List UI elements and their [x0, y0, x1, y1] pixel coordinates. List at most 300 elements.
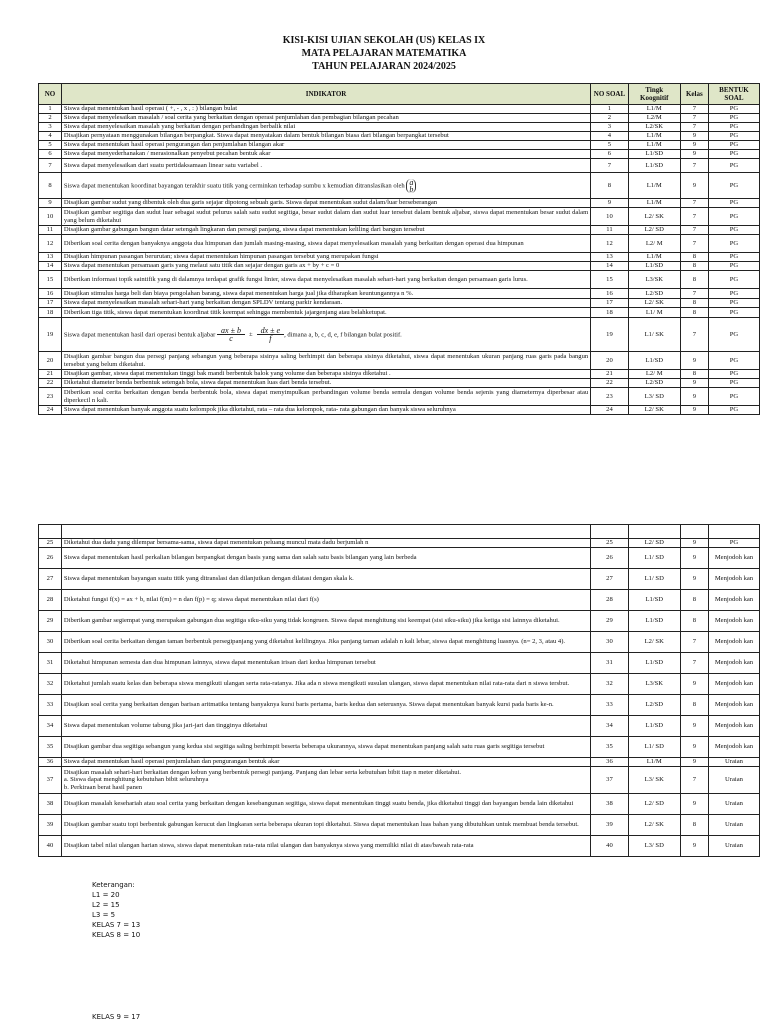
col-indikator-header: INDIKATOR — [61, 84, 590, 105]
blank-cell — [708, 525, 759, 539]
kelas-cell: 9 — [680, 388, 708, 406]
bentuk-soal-cell: Menjodoh kan — [708, 695, 759, 716]
indikator-cell — [61, 569, 590, 590]
bentuk-soal-cell: PG — [708, 299, 759, 308]
table-row — [39, 539, 760, 548]
no-soal-cell: 1 — [591, 105, 629, 114]
indikator-cell — [61, 105, 590, 114]
row-number: 40 — [39, 836, 62, 857]
bentuk-soal-cell: PG — [708, 235, 759, 253]
row-number: 15 — [39, 271, 62, 289]
indikator-cell — [61, 590, 590, 611]
table-row — [39, 235, 760, 253]
indikator-text: Siswa dapat menentukan hasil dari operasi bentuk aljabar — [63, 331, 216, 339]
kelas-cell: 7 — [680, 653, 708, 674]
row-number: 26 — [39, 548, 62, 569]
indikator-text: Diketahui fungsi f(x) = ax + b, nilai f(m) = n dan f(p) = q; siswa dapat menentukan nilai dari f(s) — [63, 596, 319, 604]
indikator-cell — [61, 308, 590, 318]
bentuk-soal-cell: Menjodoh kan — [708, 548, 759, 569]
tingkat-kognitif-cell: L1/SD — [628, 352, 680, 370]
table-row — [39, 836, 760, 857]
indikator-text: Disajikan stimulus harga beli dan biaya pengolahan barang, siswa dapat menentukan harga jual jika diharapkan keuntungannya n %. — [63, 289, 414, 297]
indikator-cell — [61, 159, 590, 173]
bentuk-soal-cell: PG — [708, 208, 759, 226]
row-number: 32 — [39, 674, 62, 695]
bentuk-soal-cell: PG — [708, 141, 759, 150]
no-soal-cell: 28 — [591, 590, 629, 611]
table-row — [39, 132, 760, 141]
fraction-operator: ± — [248, 331, 253, 339]
no-soal-cell: 2 — [591, 114, 629, 123]
col-bentuk-header: BENTUK SOAL — [708, 84, 759, 105]
tingkat-kognitif-cell: L3/SK — [628, 674, 680, 695]
kelas-cell: 7 — [680, 318, 708, 352]
kelas-cell: 8 — [680, 695, 708, 716]
vector-notation — [406, 179, 416, 193]
row-number: 31 — [39, 653, 62, 674]
bentuk-soal-cell: PG — [708, 114, 759, 123]
row-number: 35 — [39, 737, 62, 758]
tingkat-kognitif-cell: L1/SD — [628, 262, 680, 271]
table-row — [39, 767, 760, 794]
indikator-text: Disajikan masalah kesehariah atau soal cerita yang berkaitan dengan kesebangunan segitiga, siswa dapat menentukan tinggi suatu benda, jika diketahui tinggi dan bayangan benda lain diketahui — [63, 800, 574, 808]
tingkat-kognitif-cell: L2/ SK — [628, 406, 680, 415]
no-soal-cell: 23 — [591, 388, 629, 406]
tingkat-kognitif-cell: L2/ SD — [628, 226, 680, 235]
tingkat-kognitif-cell: L1/M — [628, 758, 680, 767]
bentuk-soal-cell: Menjodoh kan — [708, 716, 759, 737]
tingkat-kognitif-cell: L2/ SD — [628, 794, 680, 815]
bentuk-soal-cell: PG — [708, 253, 759, 262]
table-row — [39, 271, 760, 289]
indikator-cell — [61, 406, 590, 415]
kelas-cell: 7 — [680, 632, 708, 653]
indikator-cell — [61, 379, 590, 388]
bentuk-soal-cell: PG — [708, 308, 759, 318]
tingkat-kognitif-cell: L1/SD — [628, 611, 680, 632]
indikator-cell — [61, 299, 590, 308]
bentuk-soal-cell: PG — [708, 150, 759, 159]
kelas-cell: 8 — [680, 262, 708, 271]
indikator-text: Diberikan soal cerita berkaitan dengan taman berbentuk persegipanjang yang diketahui kelilingnya. Jika panjang taman adalah n kali lebar, siswa dapat menghitung luasnya. (n= 2, 3, atau 4). — [63, 638, 566, 646]
indikator-text: Disajikan gambar, siswa dapat menentukan tinggi bak mandi berbentuk balok yang volume dan beberapa sisinya diketahui . — [63, 370, 391, 378]
table-row — [39, 388, 760, 406]
tingkat-kognitif-cell: L1/SD — [628, 653, 680, 674]
tingkat-kognitif-cell: L1/ SD — [628, 548, 680, 569]
row-number: 9 — [39, 199, 62, 208]
row-number: 17 — [39, 299, 62, 308]
indikator-text: Siswa dapat menentukan hasil operasi penjumlahan dan pengurangan bentuk akar — [63, 758, 280, 766]
kelas-cell: 9 — [680, 352, 708, 370]
note-kelas8: KELAS 8 = 10 — [92, 931, 141, 939]
table-row — [39, 226, 760, 235]
indikator-text: Siswa dapat menentukan persamaan garis yang melaui satu titik dan sejajar dengan garis ax + by + c = 0 — [63, 262, 340, 270]
indikator-text: Disajikan himpunan pasangan berurutan; siswa dapat menentukan himpunan pasangan tersebut yang merupakan fungsi — [63, 253, 379, 261]
row-number: 25 — [39, 539, 62, 548]
tingkat-kognitif-cell: L1/ SD — [628, 569, 680, 590]
table-row — [39, 815, 760, 836]
blank-cell — [39, 525, 62, 539]
fraction-2-denominator: f — [269, 334, 272, 343]
kelas-cell: 9 — [680, 569, 708, 590]
no-soal-cell: 27 — [591, 569, 629, 590]
row-number: 27 — [39, 569, 62, 590]
indikator-text: Diberikan gambar segiempat yang merupakan gabungan dua segitiga siku-siku yang tidak kongruen. Siswa dapat menghitung sisi keempat (sisi siku-siku) jika ketiga sisi lainnya diketahui. — [63, 617, 560, 625]
bentuk-soal-cell: PG — [708, 352, 759, 370]
tingkat-kognitif-cell: L2/ SK — [628, 299, 680, 308]
row-number: 8 — [39, 173, 62, 199]
indikator-text: Disajikan pernyataan menggunakan bilangan berpangkat. Siswa dapat menyatakan dalam bentuk bilangan biasa dari bilangan berpangkat tersebut — [63, 132, 449, 140]
tingkat-kognitif-cell: L1/ SD — [628, 737, 680, 758]
bentuk-soal-cell: Menjodoh kan — [708, 590, 759, 611]
tingkat-kognitif-cell: L2/SD — [628, 379, 680, 388]
no-soal-cell: 4 — [591, 132, 629, 141]
bentuk-soal-cell: PG — [708, 123, 759, 132]
blank-cell — [680, 525, 708, 539]
kelas-cell: 8 — [680, 590, 708, 611]
no-soal-cell: 11 — [591, 226, 629, 235]
indikator-text: Siswa dapat menentukan hasil perkalian bilangan berpangkat dengan basis yang sama dan salah satu basis bilangan yang lain berbeda — [63, 554, 417, 562]
tingkat-kognitif-cell: L1/M — [628, 132, 680, 141]
row-number: 38 — [39, 794, 62, 815]
indikator-cell — [61, 123, 590, 132]
indikator-text: Siswa dapat menentukan volume tabung jika jari-jari dan tingginya diketahui — [63, 722, 268, 730]
table-row — [39, 308, 760, 318]
no-soal-cell: 16 — [591, 289, 629, 299]
tingkat-kognitif-cell: L1/M — [628, 141, 680, 150]
table-row — [39, 289, 760, 299]
row-number: 21 — [39, 370, 62, 379]
tingkat-kognitif-cell: L2/ M — [628, 235, 680, 253]
indikator-text: Diberikan soal cerita berkaitan dengan benda berbentuk bola, siswa dapat menyimpulkan perbandingan volume benda semula dengan volume benda sejenis yang diameternya diperbesar atau diperkecil n kali. — [63, 389, 589, 404]
row-number: 37 — [39, 767, 62, 794]
kelas-cell: 8 — [680, 370, 708, 379]
kelas-cell: 7 — [680, 235, 708, 253]
indikator-cell — [61, 253, 590, 262]
indikator-tail: , dimana a, b, c, d, e, f bilangan bulat positif. — [284, 331, 402, 339]
kelas-cell: 7 — [680, 226, 708, 235]
no-soal-cell: 19 — [591, 318, 629, 352]
row-number: 14 — [39, 262, 62, 271]
indikator-cell — [61, 758, 590, 767]
kelas-cell: 7 — [680, 159, 708, 173]
no-soal-cell: 5 — [591, 141, 629, 150]
bentuk-soal-cell: PG — [708, 199, 759, 208]
bentuk-soal-cell: Menjodoh kan — [708, 632, 759, 653]
row-number: 19 — [39, 318, 62, 352]
kelas-cell: 7 — [680, 289, 708, 299]
kelas-cell: 9 — [680, 132, 708, 141]
tingkat-kognitif-cell: L1/SD — [628, 590, 680, 611]
indikator-text: Diketahui dua dadu yang dilempar bersama-sama, siswa dapat menentukan peluang muncul mata dadu berjumlah n — [63, 539, 369, 547]
bentuk-soal-cell: PG — [708, 379, 759, 388]
row-number: 7 — [39, 159, 62, 173]
kelas-cell: 8 — [680, 308, 708, 318]
indikator-text: Disajikan gambar gabungan bangun datar setengah lingkaran dan persegi panjang, siswa dapat menentukan keliling dari bangun tersebut — [63, 226, 425, 234]
indikator-cell — [61, 173, 590, 199]
indikator-text: Diberikan soal cerita dengan banyaknya anggota dua himpunan dan jumlah masing-masing, siswa dapat menyelesaikan masalah yang berkaitan dengan operasi dua himpunan — [63, 239, 524, 247]
tingkat-kognitif-cell: L2/M — [628, 114, 680, 123]
table-row — [39, 548, 760, 569]
indikator-text: Siswa dapat menyederhanakan / merasionalkan penyebut pecahan bentuk akar — [63, 150, 271, 158]
kelas-cell: 9 — [680, 539, 708, 548]
tingkat-kognitif-cell: L1/SD — [628, 150, 680, 159]
indikator-cell — [61, 632, 590, 653]
fraction-2-numerator: dx ± e — [257, 327, 285, 335]
bentuk-soal-cell: Menjodoh kan — [708, 611, 759, 632]
tingkat-kognitif-cell: L1/SD — [628, 159, 680, 173]
row-number: 11 — [39, 226, 62, 235]
bentuk-soal-cell: PG — [708, 539, 759, 548]
note-l2: L2 = 15 — [92, 901, 120, 909]
indikator-cell — [61, 114, 590, 123]
no-soal-cell: 32 — [591, 674, 629, 695]
indikator-text: Disajikan tabel nilai ulangan harian siswa, siswa dapat menentukan rata-rata nilai ulangan dan banyaknya siswa yang memiliki nilai di atas/bawah rata-rata — [63, 842, 474, 850]
indikator-cell — [61, 289, 590, 299]
indikator-text: Siswa dapat menentukan banyak anggota suatu kelompok jika diketahui, rata – rata dua kelompok, rata- rata gabungan dan banyak siswa seluruhnya — [63, 406, 456, 414]
tingkat-kognitif-cell: L1/ M — [628, 308, 680, 318]
no-soal-cell: 31 — [591, 653, 629, 674]
doc-title-line1: KISI-KISI UJIAN SEKOLAH (US) KELAS IX — [282, 35, 486, 46]
indikator-text: Diberikan tiga titik, siswa dapat menentukan koordinat titik keempat sehingga membentuk jajargenjang atau belahketupat. — [63, 308, 387, 316]
no-soal-cell: 35 — [591, 737, 629, 758]
no-soal-cell: 21 — [591, 370, 629, 379]
kelas-cell: 8 — [680, 271, 708, 289]
row-number: 30 — [39, 632, 62, 653]
table-row — [39, 653, 760, 674]
row-number: 5 — [39, 141, 62, 150]
kelas-cell: 8 — [680, 815, 708, 836]
bentuk-soal-cell: PG — [708, 132, 759, 141]
col-kelas-header: Kelas — [680, 84, 708, 105]
table-row — [39, 406, 760, 415]
tingkat-kognitif-cell: L3/ SD — [628, 388, 680, 406]
fraction-1-denominator: c — [229, 334, 233, 343]
indikator-text: Siswa dapat menyelesaikan masalah yang berkaitan dengan perbandingan berbalik nilai — [63, 123, 296, 131]
table-row — [39, 794, 760, 815]
kelas-cell: 9 — [680, 836, 708, 857]
table-row — [39, 695, 760, 716]
table-row — [39, 758, 760, 767]
indikator-cell — [61, 262, 590, 271]
no-soal-cell: 15 — [591, 271, 629, 289]
kelas-cell: 9 — [680, 150, 708, 159]
tingkat-kognitif-cell: L3/ SK — [628, 767, 680, 794]
indikator-cell — [61, 208, 590, 226]
note-l3: L3 = 5 — [92, 911, 116, 919]
no-soal-cell: 6 — [591, 150, 629, 159]
blank-cell — [628, 525, 680, 539]
tingkat-kognitif-cell: L1/M — [628, 253, 680, 262]
row-number: 39 — [39, 815, 62, 836]
bentuk-soal-cell: Uraian — [708, 767, 759, 794]
fraction-2 — [257, 327, 285, 343]
table-row — [39, 370, 760, 379]
kisi-table-part2 — [38, 524, 760, 857]
kelas-cell: 9 — [680, 737, 708, 758]
indikator-text: Siswa dapat menentukan koordinat bayangan terakhir suatu titik yang cerminkan terhadap sumbu x kemudian ditranslasikan oleh — [63, 182, 405, 190]
kisi-table-part1 — [38, 83, 760, 415]
indikator-cell — [61, 815, 590, 836]
kelas-cell: 7 — [680, 114, 708, 123]
tingkat-kognitif-cell: L2/SD — [628, 695, 680, 716]
tingkat-kognitif-cell: L1/M — [628, 173, 680, 199]
table-row — [39, 141, 760, 150]
kelas-cell: 7 — [680, 123, 708, 132]
no-soal-cell: 37 — [591, 767, 629, 794]
no-soal-cell: 13 — [591, 253, 629, 262]
indikator-cell — [61, 653, 590, 674]
kelas-cell: 9 — [680, 406, 708, 415]
kelas-cell: 8 — [680, 611, 708, 632]
row-number: 29 — [39, 611, 62, 632]
row-number: 2 — [39, 114, 62, 123]
indikator-cell — [61, 388, 590, 406]
bentuk-soal-cell: PG — [708, 370, 759, 379]
table-row — [39, 737, 760, 758]
no-soal-cell: 40 — [591, 836, 629, 857]
row-number: 12 — [39, 235, 62, 253]
indikator-cell — [61, 271, 590, 289]
row-number: 6 — [39, 150, 62, 159]
row-number: 3 — [39, 123, 62, 132]
table-row — [39, 159, 760, 173]
no-soal-cell: 29 — [591, 611, 629, 632]
bentuk-soal-cell: Uraian — [708, 815, 759, 836]
indikator-text: Disajikan gambar dua segitiga sebangun yang kedua sisi segitiga saling berhimpit beserta beberapa ukurannya, siswa dapat menentukan panjang salah satu ruas garis segitiga tersebut — [63, 743, 545, 751]
indikator-cell — [61, 539, 590, 548]
no-soal-cell: 18 — [591, 308, 629, 318]
fraction-1-numerator: ax ± b — [217, 327, 245, 335]
bentuk-soal-cell: Uraian — [708, 836, 759, 857]
no-soal-cell: 30 — [591, 632, 629, 653]
no-soal-cell: 24 — [591, 406, 629, 415]
kelas-cell: 7 — [680, 208, 708, 226]
row-number: 28 — [39, 590, 62, 611]
indikator-text: Disajikan gambar bangun dua persegi panjang sebangun yang beberapa sisinya saling berhimpit dan beberapa sisinya diketahui, siswa dapat menentukan ukuran panjang ruas garis pada bangun tersebut yang belum diketahui. — [63, 353, 589, 368]
indikator-cell — [61, 370, 590, 379]
indikator-cell — [61, 767, 590, 794]
tingkat-kognitif-cell: L2/ M — [628, 370, 680, 379]
table-row — [39, 632, 760, 653]
no-soal-cell: 22 — [591, 379, 629, 388]
indikator-cell — [61, 548, 590, 569]
tingkat-kognitif-cell: L2/ SK — [628, 208, 680, 226]
kelas-cell: 7 — [680, 199, 708, 208]
indikator-cell — [61, 199, 590, 208]
bentuk-soal-cell: PG — [708, 159, 759, 173]
indikator-text: Disajikan masalah sehari-hari berkaitan dengan kebun yang berbentuk persegi panjang. Panjang dan lebar serta kebutuhan bibit tiap n meter diketahui. — [63, 768, 462, 776]
bentuk-soal-cell: PG — [708, 406, 759, 415]
indikator-cell — [61, 716, 590, 737]
indikator-cell — [61, 235, 590, 253]
indikator-cell — [61, 352, 590, 370]
fraction-1 — [217, 327, 245, 343]
kelas-cell: 9 — [680, 173, 708, 199]
table-row — [39, 611, 760, 632]
indikator-cell — [61, 226, 590, 235]
indikator-text: Disajikan gambar sudut yang dibentuk oleh dua garis sejajar dipotong sebuah garis. Siswa dapat menentukan sudut dalam/luar berseberangan — [63, 199, 438, 207]
indikator-cell — [61, 695, 590, 716]
blank-cell — [591, 525, 629, 539]
table-row — [39, 352, 760, 370]
kelas-cell: 9 — [680, 758, 708, 767]
no-soal-cell: 12 — [591, 235, 629, 253]
tingkat-kognitif-cell: L1/ SK — [628, 318, 680, 352]
no-soal-cell: 38 — [591, 794, 629, 815]
indikator-cell — [61, 150, 590, 159]
no-soal-cell: 17 — [591, 299, 629, 308]
no-soal-cell: 7 — [591, 159, 629, 173]
doc-title-line3: TAHUN PELAJARAN 2024/2025 — [312, 61, 456, 72]
table-blank-row — [39, 525, 760, 539]
table-row — [39, 716, 760, 737]
row-number: 10 — [39, 208, 62, 226]
table-row — [39, 262, 760, 271]
indikator-text: Diberikan informasi topik saintifik yang di dalamnya terdapat grafik fungsi linier, siswa dapat menyelesaikan masalah sehari-hari yang berkaitan dengan persamaan garis lurus. — [63, 275, 528, 283]
indikator-text: Siswa dapat menyelesaikan masalah / soal cerita yang berkaitan dengan operasi penjumlahan dan pembagian bilangan pecahan — [63, 114, 399, 122]
indikator-cell — [61, 611, 590, 632]
bentuk-soal-cell: Uraian — [708, 794, 759, 815]
no-soal-cell: 25 — [591, 539, 629, 548]
table-row — [39, 208, 760, 226]
table-row — [39, 253, 760, 262]
tingkat-kognitif-cell: L1/M — [628, 199, 680, 208]
row-number: 4 — [39, 132, 62, 141]
row-number: 22 — [39, 379, 62, 388]
doc-title-line2: MATA PELAJARAN MATEMATIKA — [301, 48, 467, 59]
indikator-cell — [61, 674, 590, 695]
tingkat-kognitif-cell: L2/ SK — [628, 815, 680, 836]
no-soal-cell: 34 — [591, 716, 629, 737]
row-number: 16 — [39, 289, 62, 299]
table-row — [39, 590, 760, 611]
row-number: 23 — [39, 388, 62, 406]
bentuk-soal-cell: Menjodoh kan — [708, 653, 759, 674]
table-row — [39, 123, 760, 132]
vector-top: a — [409, 177, 414, 187]
note-kelas9: KELAS 9 = 17 — [92, 1013, 141, 1021]
bentuk-soal-cell: Menjodoh kan — [708, 569, 759, 590]
kelas-cell: 9 — [680, 674, 708, 695]
tingkat-kognitif-cell: L2/ SK — [628, 632, 680, 653]
tingkat-kognitif-cell: L2/ SD — [628, 539, 680, 548]
no-soal-cell: 20 — [591, 352, 629, 370]
tingkat-kognitif-cell: L2/SD — [628, 289, 680, 299]
indikator-text: Siswa dapat menyelesaikan dari suatu pertidaksamaan linear satu variabel . — [63, 161, 263, 169]
col-no-header: NO — [39, 84, 62, 105]
table-row — [39, 199, 760, 208]
indikator-text: Siswa dapat menentukan bayangan suatu titik yang ditranslasi dan dilanjutkan dengan dilatasi dengan skala k. — [63, 575, 354, 583]
indikator-cell — [61, 318, 590, 352]
bentuk-soal-cell: Uraian — [708, 758, 759, 767]
no-soal-cell: 8 — [591, 173, 629, 199]
indikator-text: Siswa dapat menyelesaikan masalah sehari-hari yang berkaitan dengan SPLDV tentang parkir kendaraan. — [63, 299, 343, 307]
indikator-text: Disajikan soal cerita yang berkaitan dengan barisan aritmatika tentang banyaknya kursi baris pertama, baris kedua dan seterusnya. Siswa dapat menentukan banyak kursi pada baris ke-n. — [63, 701, 554, 709]
indikator-text: Diketahui himpunan semesta dan dua himpunan lainnya, siswa dapat menentukan irisan dari kedua himpunan tersebut — [63, 659, 376, 667]
kelas-cell: 8 — [680, 299, 708, 308]
no-soal-cell: 26 — [591, 548, 629, 569]
keterangan-block — [92, 880, 140, 940]
indikator-cell — [61, 836, 590, 857]
table-row — [39, 114, 760, 123]
no-soal-cell: 3 — [591, 123, 629, 132]
table-row — [39, 674, 760, 695]
indikator-cell — [61, 141, 590, 150]
indikator-cell — [61, 737, 590, 758]
kelas-cell: 8 — [680, 253, 708, 262]
kelas-cell: 7 — [680, 767, 708, 794]
